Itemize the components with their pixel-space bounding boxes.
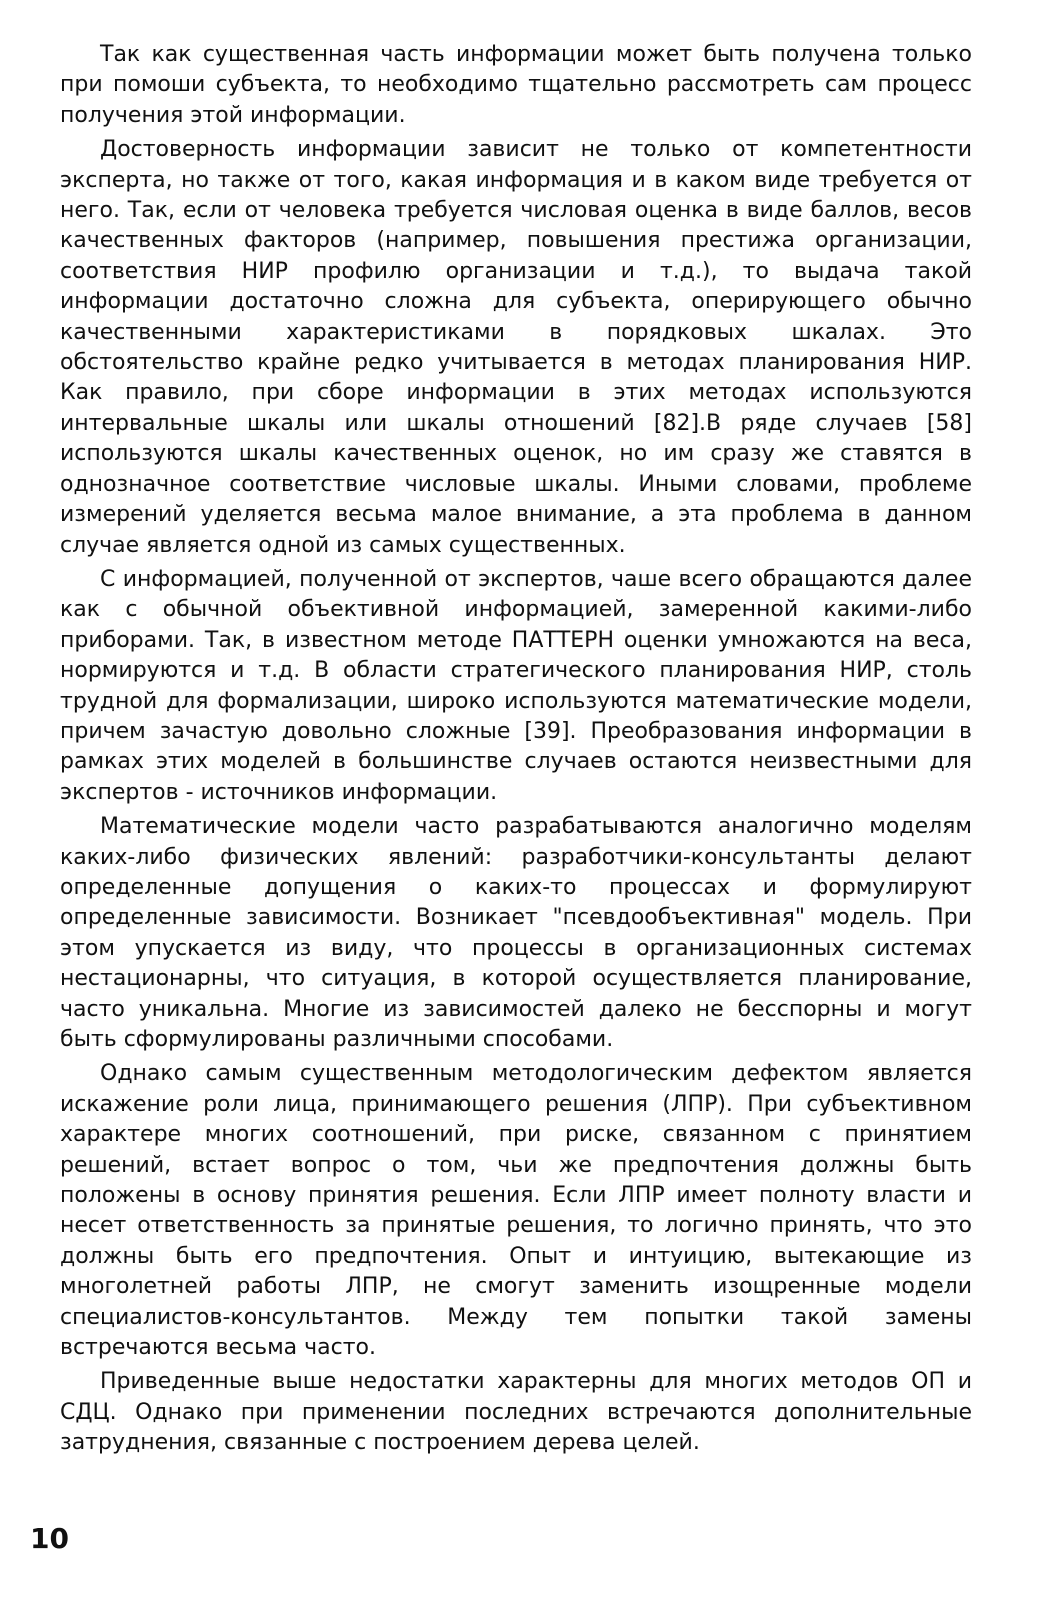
paragraph-4: Математические модели часто разрабатываются аналогично моделям каких-либо физических явлений: разработчики-консультанты делают определенные допущения о каких-то процессах и формулируют определенные зависимости. Возникает "псевдообъективная" модель. При этом упускается из виду, что процессы в организационных системах нестационарны, что ситуация, в которой осуществляется планирование, часто уникальна. Многие из зависимостей далеко не бесспорны и могут быть сформулированы различными способами. bbox=[60, 814, 972, 1052]
page-body bbox=[60, 40, 972, 1520]
paragraph-6: Приведенные выше недостатки характерны для многих методов ОП и СДЦ. Однако при применении последних встречаются дополнительные затруднения, связанные с построением дерева целей. bbox=[60, 1369, 972, 1456]
paragraph-5: Однако самым существенным методологическим дефектом является искажение роли лица, принимающего решения (ЛПР). При субъективном характере многих соотношений, при риске, связанном с принятием решений, встает вопрос о том, чьи же предпочтения должны быть положены в основу принятия решения. Если ЛПР имеет полноту власти и несет ответственность за принятые решения, то логично принять, что это должны быть его предпочтения. Опыт и интуицию, вытекающие из многолетней работы ЛПР, не смогут заменить изощренные модели специалистов-консультантов. Между тем попытки такой замены встречаются весьма часто. bbox=[60, 1061, 972, 1361]
paragraph-3: С информацией, полученной от экспертов, чаше всего обращаются далее как с обычной объективной информацией, замеренной какими-либо приборами. Так, в известном методе ПАТТЕРН оценки умножаются на веса, нормируются и т.д. В области стратегического планирования НИР, столь трудной для формализации, широко используются математические модели, причем зачастую довольно сложные [39]. Преобразования информации в рамках этих моделей в большинстве случаев остаются неизвестными для экспертов - источников информации. bbox=[60, 566, 972, 805]
page-number: 10 bbox=[30, 1522, 69, 1555]
paragraph-1: Так как существенная часть информации может быть получена только при помоши субъекта, то необходимо тщательно рассмотреть сам процесс получения этой информации. bbox=[60, 42, 972, 128]
paragraph-2: Достоверность информации зависит не только от компетентности эксперта, но также от того, какая информация и в каком виде требуется от него. Так, если от человека требуется числовая оценка в виде баллов, весов качественных факторов (например, повышения престижа организации, соответствия НИР профилю организации и т.д.), то выдача такой информации достаточно сложна для субъекта, оперирующего обычно качественными характеристиками в порядковых шкалах. Это обстоятельство крайне редко учитывается в методах планирования НИР. Как правило, при сборе информации в этих методах используются интервальные шкалы или шкалы отношений [82].В ряде случаев [58] используются шкалы качественных оценок, но им сразу же ставятся в однозначное соответствие числовые шкалы. Иными словами, проблеме измерений уделяется весьма малое внимание, а эта проблема в данном случае является одной из самых существенных. bbox=[60, 137, 972, 558]
